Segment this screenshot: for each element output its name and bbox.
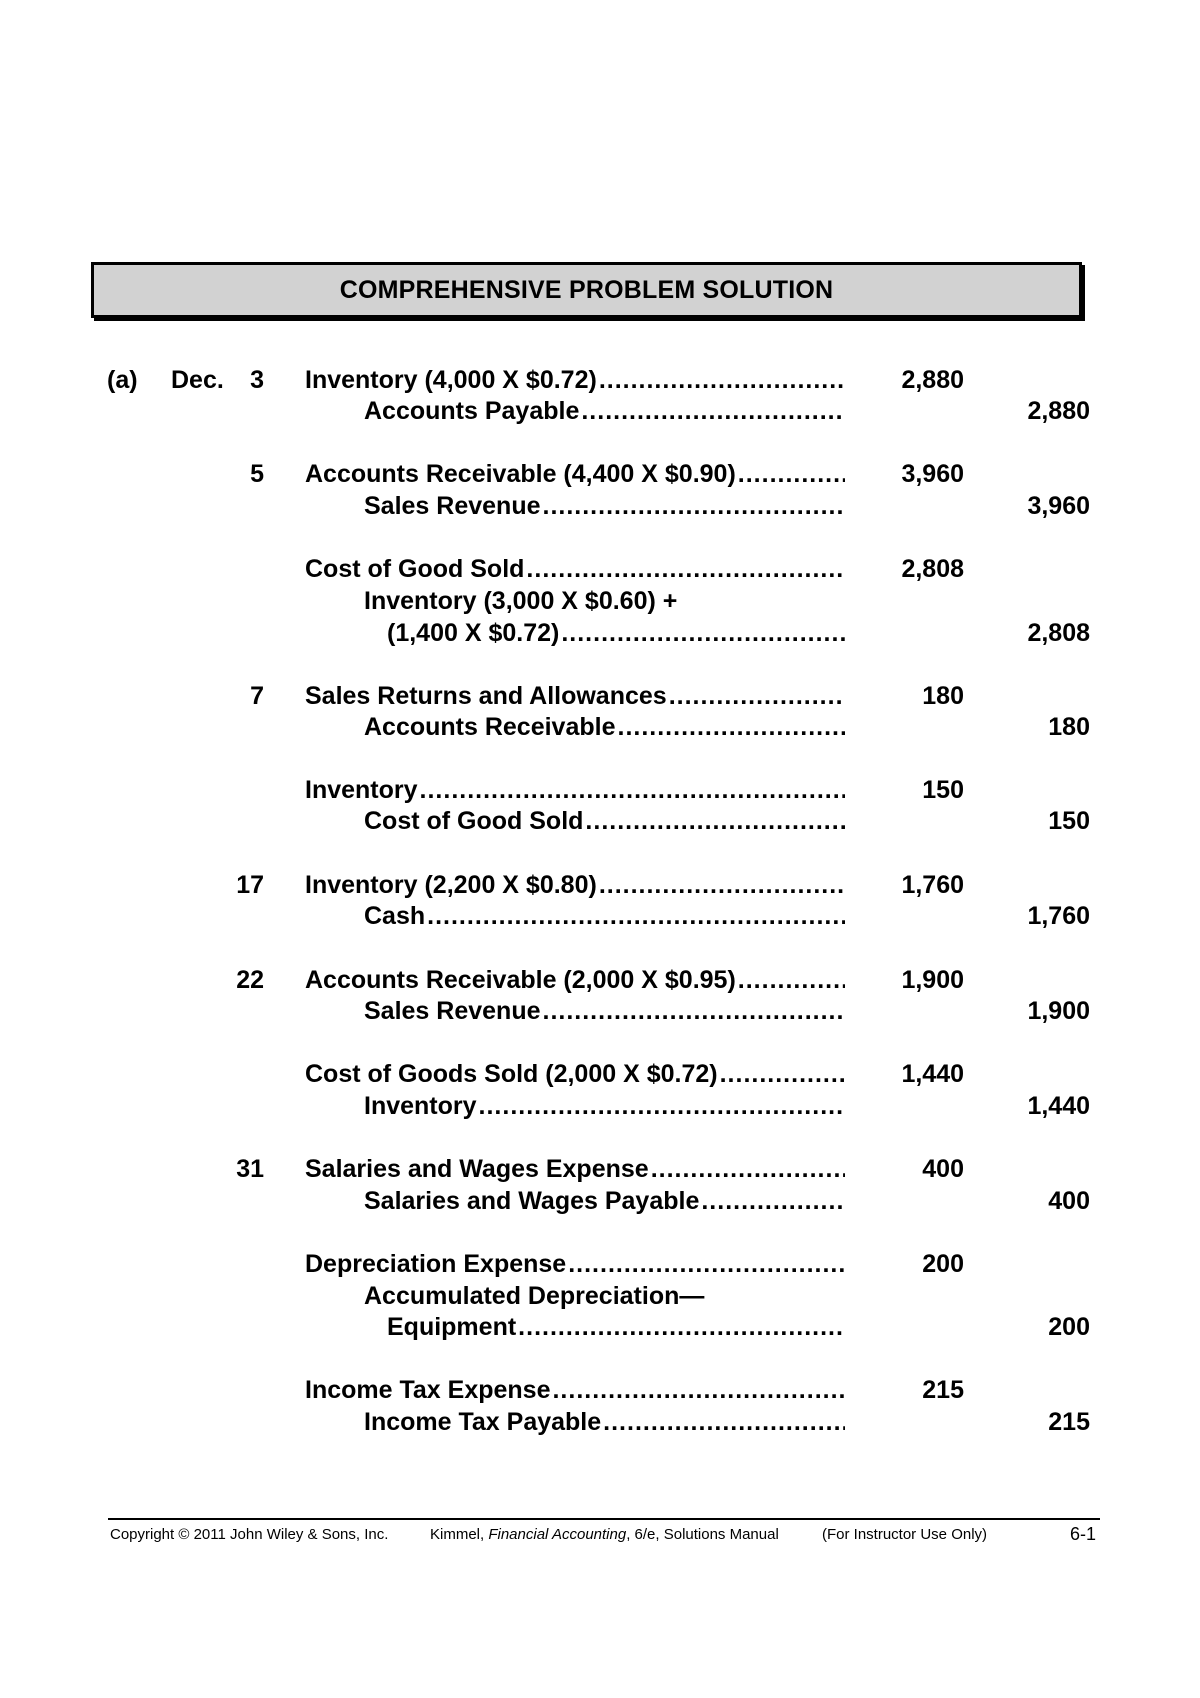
account-text: Inventory [305, 776, 418, 804]
leader-dots [599, 364, 845, 396]
credit-amount: 400 [1048, 1187, 1090, 1215]
journal-row [0, 774, 1200, 806]
journal-row [0, 1058, 1200, 1090]
account-name [364, 585, 845, 617]
debit-amount: 200 [922, 1250, 964, 1278]
journal-row [0, 1248, 1200, 1280]
journal-row [0, 1374, 1200, 1406]
account-name [305, 1374, 845, 1406]
account-name [305, 364, 845, 396]
debit-amount: 1,900 [901, 966, 964, 994]
entry-month: Dec. [171, 366, 224, 394]
page-number: 6-1 [1070, 1524, 1097, 1544]
footer-book-title: Financial Accounting [488, 1526, 627, 1543]
account-text: Inventory (4,000 X $0.72) [305, 366, 597, 394]
footer-use-note: (For Instructor Use Only) [822, 1526, 988, 1543]
journal-row [0, 1090, 1200, 1122]
account-name [387, 1311, 845, 1343]
debit-amount: 1,440 [901, 1060, 964, 1088]
account-name [364, 995, 845, 1027]
footer-book-rest: , 6/e, Solutions Manual [626, 1526, 779, 1543]
account-name [305, 458, 845, 490]
account-text: Depreciation Expense [305, 1250, 567, 1278]
account-text: Salaries and Wages Expense [305, 1155, 649, 1183]
journal-row [0, 1406, 1200, 1438]
debit-amount: 400 [922, 1155, 964, 1183]
journal-row [0, 553, 1200, 585]
account-text: Accounts Receivable (2,000 X $0.95) [305, 966, 736, 994]
credit-amount: 150 [1048, 807, 1090, 835]
credit-amount: 215 [1048, 1408, 1090, 1436]
debit-amount: 2,808 [901, 555, 964, 583]
account-text: Sales Revenue [364, 997, 541, 1025]
leader-dots [720, 1058, 845, 1090]
credit-amount: 3,960 [1027, 492, 1090, 520]
account-name [364, 1406, 845, 1438]
entry-day: 3 [250, 366, 264, 394]
credit-amount: 180 [1048, 713, 1090, 741]
account-name [305, 553, 845, 585]
account-text: Sales Revenue [364, 492, 541, 520]
footer-book-author: Kimmel, [430, 1526, 489, 1543]
account-text: Sales Returns and Allowances [305, 682, 667, 710]
debit-amount: 215 [922, 1376, 964, 1404]
credit-amount: 2,880 [1027, 397, 1090, 425]
leader-dots [599, 869, 845, 901]
leader-dots [526, 553, 845, 585]
entry-day: 5 [250, 460, 264, 488]
leader-dots [479, 1090, 845, 1122]
leader-dots [701, 1185, 845, 1217]
entry-day: 31 [236, 1155, 264, 1183]
account-text: Inventory (2,200 X $0.80) [305, 871, 597, 899]
leader-dots [552, 1374, 845, 1406]
journal-row [0, 395, 1200, 427]
credit-amount: 1,900 [1027, 997, 1090, 1025]
account-name [305, 680, 845, 712]
account-text: Salaries and Wages Payable [364, 1187, 700, 1215]
account-name [305, 869, 845, 901]
account-text: Accounts Receivable (4,400 X $0.90) [305, 460, 736, 488]
account-name [364, 805, 845, 837]
account-text: Income Tax Expense [305, 1376, 551, 1404]
journal-row [0, 900, 1200, 932]
credit-amount: 2,808 [1027, 619, 1090, 647]
footer-divider [108, 1518, 1100, 1520]
account-text: Accounts Payable [364, 397, 580, 425]
footer-book [430, 1526, 779, 1543]
entry-day: 7 [250, 682, 264, 710]
journal-row [0, 869, 1200, 901]
account-text: Cost of Good Sold [305, 555, 525, 583]
account-text: Equipment [387, 1313, 517, 1341]
journal-row [0, 1280, 1200, 1312]
account-name [387, 617, 845, 649]
account-name [305, 1248, 845, 1280]
journal-row [0, 458, 1200, 490]
entry-day: 17 [236, 871, 264, 899]
part-label: (a) [107, 366, 138, 394]
journal-row [0, 1311, 1200, 1343]
account-name [305, 774, 845, 806]
journal-row [0, 617, 1200, 649]
account-text: Cost of Good Sold [364, 807, 584, 835]
credit-amount: 1,440 [1027, 1092, 1090, 1120]
account-name [364, 395, 845, 427]
account-text: Accumulated Depreciation— [364, 1282, 705, 1310]
leader-dots [585, 805, 845, 837]
leader-dots [420, 774, 845, 806]
leader-dots [738, 458, 845, 490]
journal-row [0, 490, 1200, 522]
journal-row [0, 1153, 1200, 1185]
journal-row [0, 1185, 1200, 1217]
leader-dots [427, 900, 845, 932]
journal-row [0, 964, 1200, 996]
leader-dots [518, 1311, 845, 1343]
account-name [364, 900, 845, 932]
section-title: COMPREHENSIVE PROBLEM SOLUTION [91, 262, 1082, 318]
journal-row [0, 995, 1200, 1027]
account-text: (1,400 X $0.72) [387, 619, 560, 647]
account-name [305, 964, 845, 996]
account-text: Accounts Receivable [364, 713, 616, 741]
account-name [364, 1280, 845, 1312]
account-name [364, 490, 845, 522]
leader-dots [603, 1406, 845, 1438]
credit-amount: 200 [1048, 1313, 1090, 1341]
account-text: Cost of Goods Sold (2,000 X $0.72) [305, 1060, 718, 1088]
account-name [364, 1090, 845, 1122]
journal-row [0, 364, 1200, 396]
leader-dots [738, 964, 845, 996]
account-name [305, 1153, 845, 1185]
entry-day: 22 [236, 966, 264, 994]
leader-dots [568, 1248, 845, 1280]
leader-dots [618, 711, 846, 743]
debit-amount: 1,760 [901, 871, 964, 899]
leader-dots [543, 490, 846, 522]
journal-row [0, 680, 1200, 712]
account-name [364, 1185, 845, 1217]
journal-row [0, 805, 1200, 837]
debit-amount: 150 [922, 776, 964, 804]
leader-dots [669, 680, 845, 712]
account-name [305, 1058, 845, 1090]
journal-row [0, 585, 1200, 617]
leader-dots [651, 1153, 845, 1185]
debit-amount: 2,880 [901, 366, 964, 394]
account-name [364, 711, 845, 743]
leader-dots [561, 617, 845, 649]
credit-amount: 1,760 [1027, 902, 1090, 930]
debit-amount: 3,960 [901, 460, 964, 488]
account-text: Inventory (3,000 X $0.60) + [364, 587, 678, 615]
account-text: Cash [364, 902, 426, 930]
account-text: Inventory [364, 1092, 477, 1120]
leader-dots [543, 995, 846, 1027]
debit-amount: 180 [922, 682, 964, 710]
journal-row [0, 711, 1200, 743]
account-text: Income Tax Payable [364, 1408, 602, 1436]
leader-dots [581, 395, 845, 427]
footer-copyright: Copyright © 2011 John Wiley & Sons, Inc. [110, 1526, 389, 1543]
